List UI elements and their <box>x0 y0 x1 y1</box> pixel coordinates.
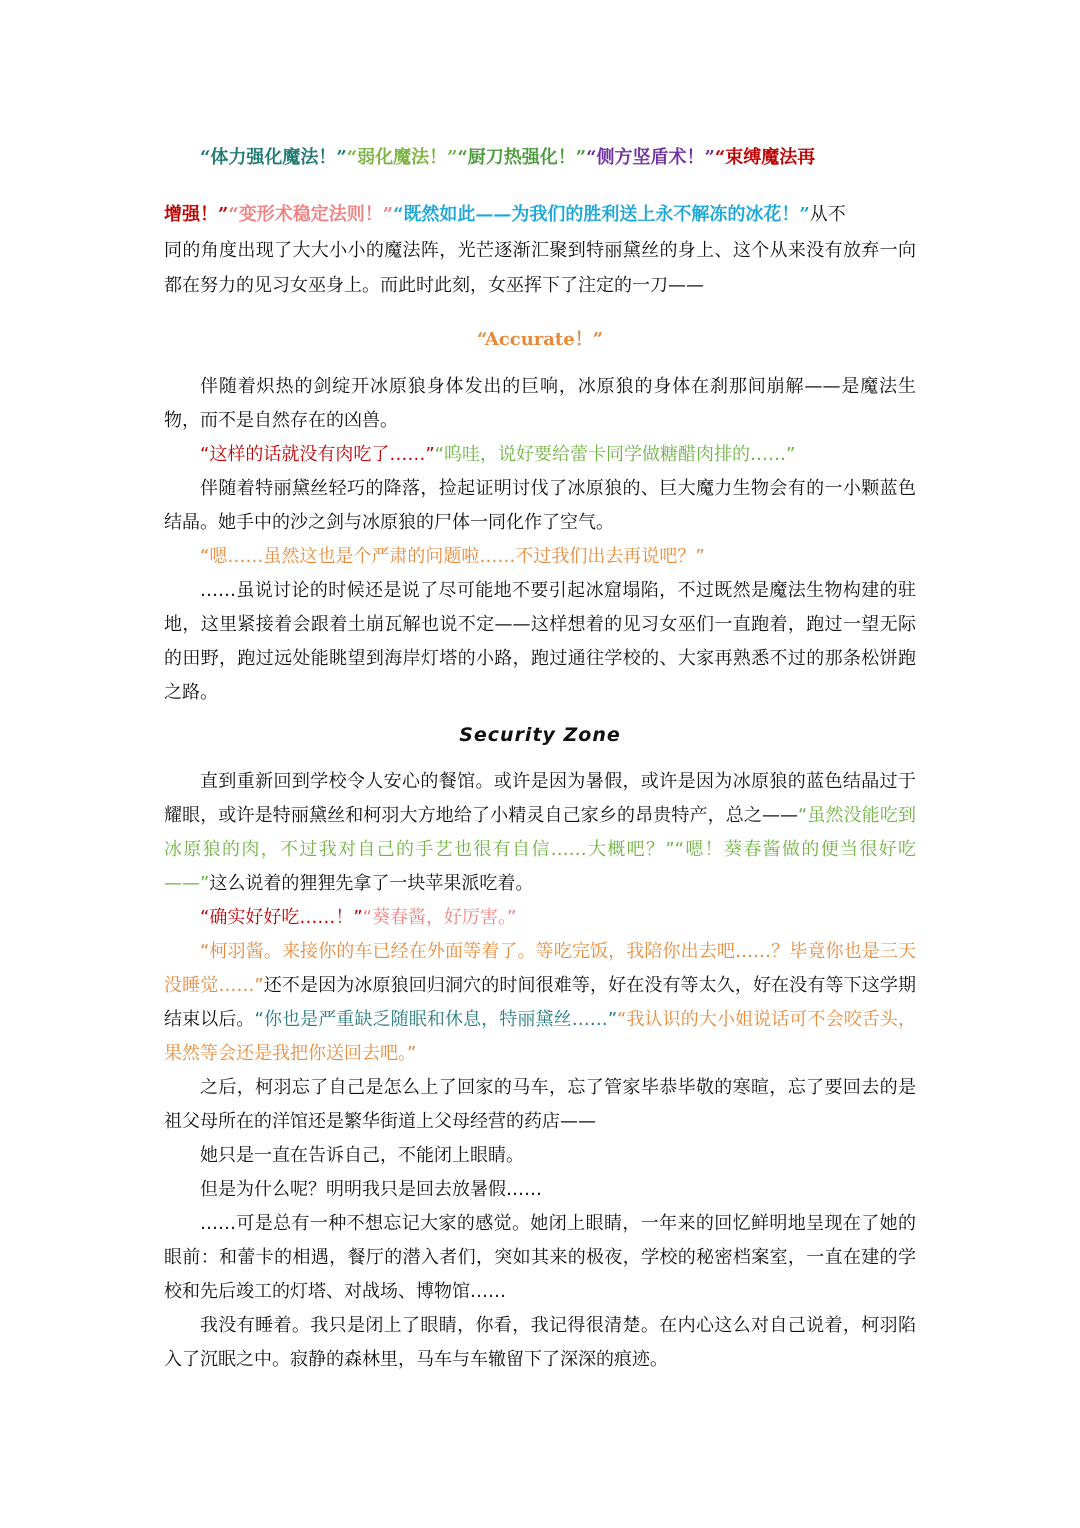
spell-transform: “变形术稳定法则！” <box>228 204 394 225</box>
spell-bind-b: 增强！” <box>164 204 229 225</box>
paragraph-5 <box>164 935 916 1071</box>
spell-after-text: 从不 <box>809 204 846 225</box>
spell-continuation: 同的角度出现了大大小小的魔法阵，光芒逐渐汇聚到特丽黛丝的身上、这个从来没有放弃一向都在努力的见习女巫身上。而此时此刻，女巫挥下了注定的一刀—— <box>164 240 916 296</box>
accurate-shout: “Accurate！” <box>476 329 604 350</box>
paragraph-10: 我没有睡着。我只是闭上了眼睛，你看，我记得很清楚。在内心这么对自己说着，柯羽陷入了沉眠之中。寂静的森林里，马车与车辙留下了深深的痕迹。 <box>164 1315 916 1370</box>
section-heading-block <box>164 718 916 752</box>
spell-shield: “侧方坚盾术！” <box>586 147 715 168</box>
paragraph-4b: “虽然没能吃到冰原狼的肉，不过我对自己的手艺也很有自信……大概吧？” <box>164 805 916 860</box>
section-title: Security Zone <box>459 724 621 746</box>
narrative-block-2 <box>164 765 916 1377</box>
spell-iceflower: “既然如此——为我们的胜利送上永不解冻的冰花！” <box>393 204 810 225</box>
dialogue-3a: “确实好好吃……！” <box>200 907 363 928</box>
paragraph-1: 伴随着炽热的剑绽开冰原狼身体发出的巨响，冰原狼的身体在刹那间崩解——是魔法生物，而不是自然存在的凶兽。 <box>164 376 916 431</box>
paragraph-6: 之后，柯羽忘了自己是怎么上了回家的马车，忘了管家毕恭毕敬的寒暄，忘了要回去的是祖父母所在的洋馆还是繁华街道上父母经营的药店—— <box>164 1077 916 1132</box>
paragraph-3: ……虽说讨论的时候还是说了尽可能地不要引起冰窟塌陷，不过既然是魔法生物构建的驻地，这里紧接着会跟着土崩瓦解也说不定——这样想着的见习女巫们一直跑着，跑过一望无际的田野，跑过远处能眺望到海岸灯塔的小路，跑过通往学校的、大家再熟悉不过的那条松饼跑之路。 <box>164 580 916 703</box>
paragraph-5a: “柯羽酱。来接你的车已经在外面等着了。等吃完饭，我陪你出去吧……？毕竟你也是三天没睡觉……” <box>164 941 916 996</box>
spell-line-1 <box>164 140 916 176</box>
spell-strength: “体力强化魔法！” <box>200 147 347 168</box>
accurate-block <box>164 322 916 358</box>
paragraph-4a: 直到重新回到学校令人安心的餐馆。或许是因为暑假，或许是因为冰原狼的蓝色结晶过于耀眼，或许是特丽黛丝和柯羽大方地给了小精灵自己家乡的昂贵特产，总之—— <box>164 771 916 826</box>
paragraph-5d: “我认识的大小姐说话可不会咬舌头，果然等会还是我把你送回去吧。” <box>164 1009 917 1064</box>
paragraph-8: 但是为什么呢？明明我只是回去放暑假…… <box>200 1179 542 1200</box>
spell-block-2 <box>164 197 916 303</box>
spell-line-2 <box>164 197 916 233</box>
paragraph-4d: 这么说着的狸狸先拿了一块苹果派吃着。 <box>209 873 534 894</box>
dialogue-3 <box>164 901 916 935</box>
spell-weaken: “弱化魔法！” <box>346 147 458 168</box>
paragraph-7: 她只是一直在告诉自己，不能闭上眼睛。 <box>200 1145 524 1166</box>
paragraph-9: ……可是总有一种不想忘记大家的感觉。她闭上眼睛，一年来的回忆鲜明地呈现在了她的眼前：和蕾卡的相遇，餐厅的潜入者们，突如其来的极夜，学校的秘密档案室，一直在建的学校和先后竣工的灯塔、对战场、博物馆…… <box>164 1213 916 1302</box>
paragraph-2: 伴随着特丽黛丝轻巧的降落，捡起证明讨伐了冰原狼的、巨大魔力生物会有的一小颗蓝色结晶。她手中的沙之剑与冰原狼的尸体一同化作了空气。 <box>164 478 916 533</box>
dialogue-2: “嗯……虽然这也是个严肃的问题啦……不过我们出去再说吧？” <box>200 546 705 567</box>
spell-knife: “厨刀热强化！” <box>457 147 587 168</box>
dialogue-1 <box>164 438 916 472</box>
spell-block <box>164 140 916 176</box>
dialogue-3b: “葵春酱，好厉害。” <box>362 907 517 928</box>
paragraph-5c: “你也是严重缺乏随眠和休息，特丽黛丝……” <box>254 1009 618 1030</box>
narrative-block-1 <box>164 370 916 710</box>
dialogue-1a: “这样的话就没有肉吃了……” <box>200 444 435 465</box>
paragraph-4 <box>164 765 916 901</box>
dialogue-1b: “呜哇，说好要给蕾卡同学做糖醋肉排的……” <box>434 444 796 465</box>
spell-bind-a: “束缚魔法再 <box>714 147 816 168</box>
paragraph-4c: “嗯！葵春酱做的便当很好吃——” <box>164 839 916 894</box>
paragraph-5b: 还不是因为冰原狼回归洞穴的时间很难等，好在没有等太久，好在没有等下这学期结束以后。 <box>164 975 916 1030</box>
